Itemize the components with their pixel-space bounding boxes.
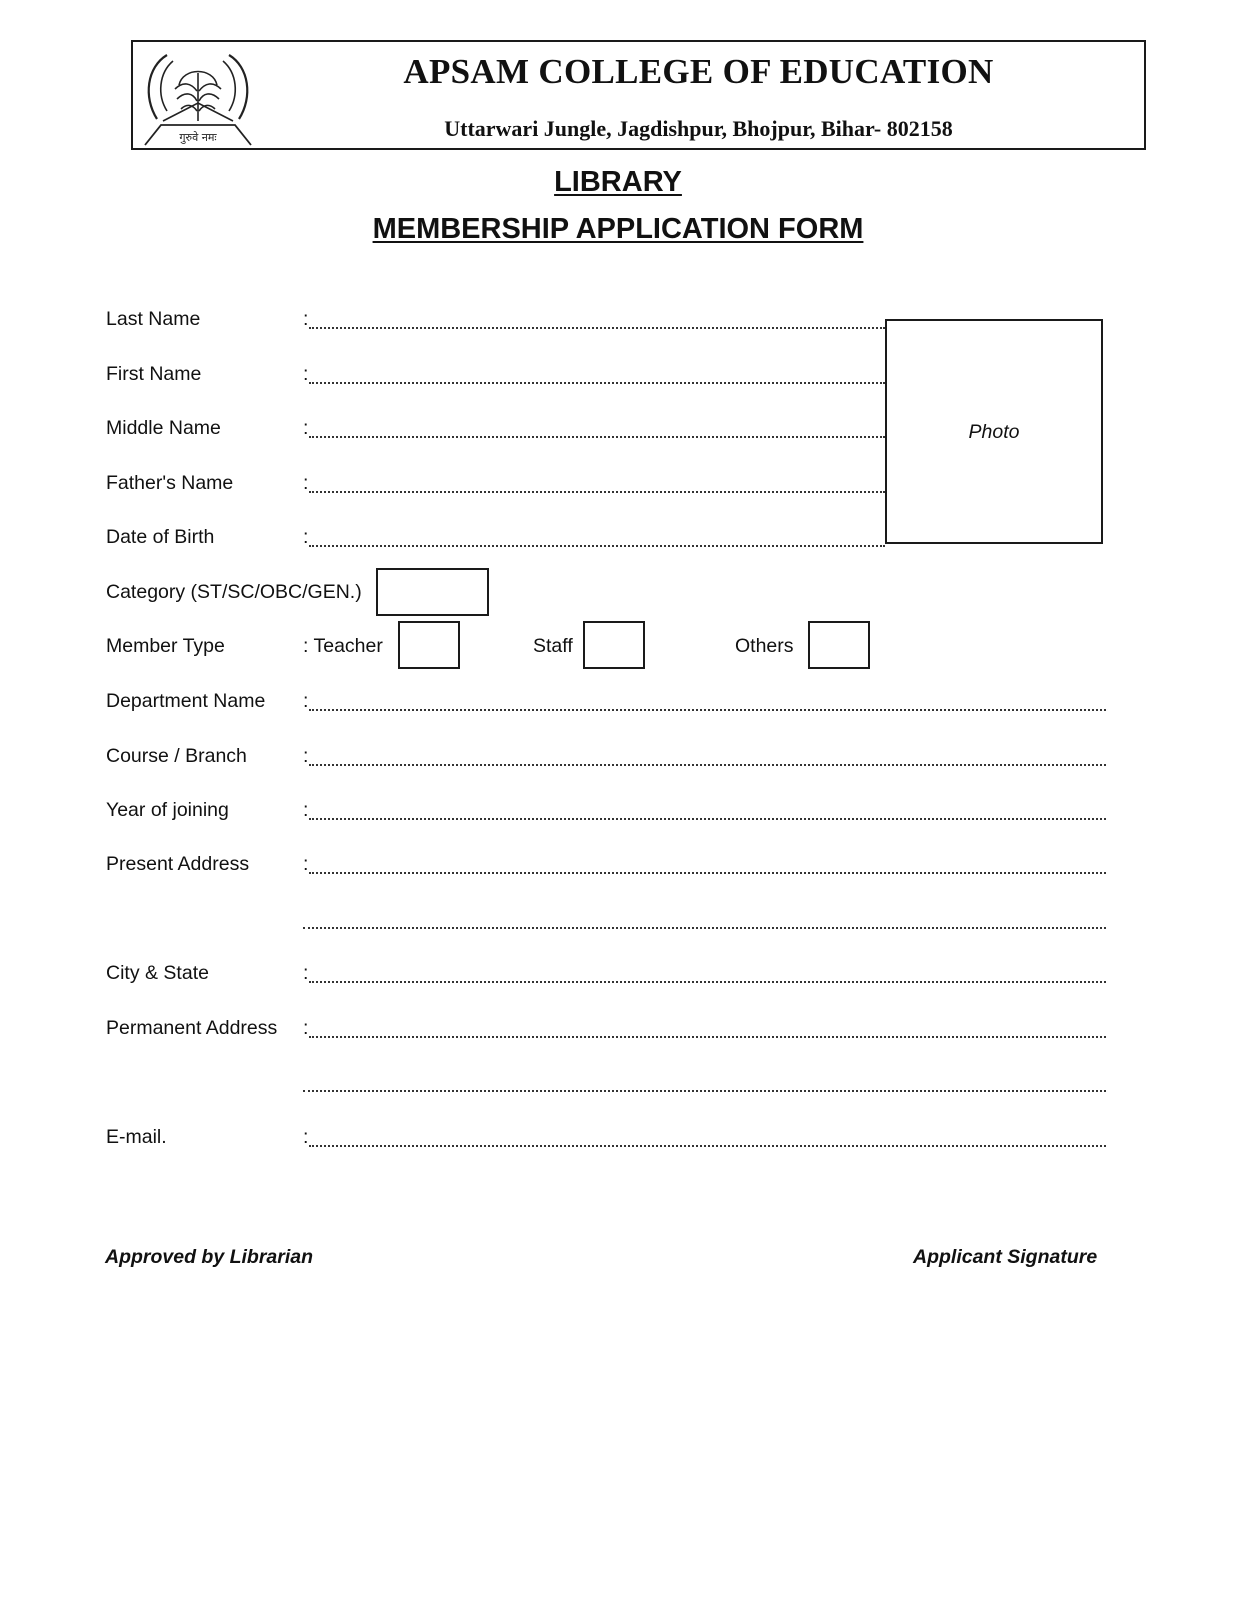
email-row bbox=[0, 1125, 1236, 1149]
colon: : bbox=[303, 853, 309, 875]
colon: : bbox=[303, 472, 309, 494]
others-label: Others bbox=[735, 635, 794, 657]
college-name: APSAM COLLEGE OF EDUCATION bbox=[403, 52, 994, 91]
permanent-address-row-2 bbox=[0, 1070, 1236, 1094]
librarian-approval-label: Approved by Librarian bbox=[105, 1246, 314, 1268]
department-row bbox=[0, 689, 1236, 713]
fathers-name-label: Father's Name bbox=[106, 472, 234, 494]
colon: : bbox=[303, 308, 309, 330]
college-logo-icon bbox=[139, 45, 257, 147]
present-address-label: Present Address bbox=[106, 853, 250, 875]
city-state-row bbox=[0, 961, 1236, 985]
course-field[interactable] bbox=[309, 764, 1106, 766]
present-address-field[interactable] bbox=[309, 872, 1106, 874]
first-name-field[interactable] bbox=[309, 382, 885, 384]
present-address-row-2 bbox=[0, 907, 1236, 931]
college-header bbox=[131, 40, 1146, 150]
fathers-name-row bbox=[0, 471, 1236, 495]
permanent-address-row bbox=[0, 1016, 1236, 1040]
middle-name-row bbox=[0, 416, 1236, 440]
permanent-address-label: Permanent Address bbox=[106, 1017, 278, 1039]
date-of-birth-field[interactable] bbox=[309, 545, 885, 547]
course-label: Course / Branch bbox=[106, 745, 247, 767]
colon: : bbox=[303, 1126, 309, 1148]
form-title-library: LIBRARY bbox=[554, 166, 682, 198]
last-name-label: Last Name bbox=[106, 308, 201, 330]
colon: : bbox=[303, 690, 309, 712]
year-label: Year of joining bbox=[106, 799, 229, 821]
present-address-row bbox=[0, 852, 1236, 876]
colon: : bbox=[303, 1017, 309, 1039]
date-of-birth-label: Date of Birth bbox=[106, 526, 215, 548]
middle-name-label: Middle Name bbox=[106, 417, 221, 439]
category-row bbox=[0, 580, 1236, 604]
others-checkbox[interactable] bbox=[808, 621, 870, 669]
staff-checkbox[interactable] bbox=[583, 621, 645, 669]
applicant-signature-label: Applicant Signature bbox=[913, 1246, 1098, 1268]
colon: : bbox=[303, 745, 309, 767]
colon: : bbox=[303, 417, 309, 439]
college-address: Uttarwari Jungle, Jagdishpur, Bhojpur, Bihar- 802158 bbox=[444, 116, 953, 141]
colon: : bbox=[303, 526, 309, 548]
colon: : bbox=[303, 363, 309, 385]
permanent-address-field[interactable] bbox=[309, 1036, 1106, 1038]
middle-name-field[interactable] bbox=[309, 436, 885, 438]
city-state-field[interactable] bbox=[309, 981, 1106, 983]
member-type-label: Member Type bbox=[106, 635, 225, 657]
department-field[interactable] bbox=[309, 709, 1106, 711]
present-address-field-2[interactable] bbox=[303, 927, 1106, 929]
last-name-row bbox=[0, 307, 1236, 331]
last-name-field[interactable] bbox=[309, 327, 885, 329]
first-name-row bbox=[0, 362, 1236, 386]
category-label: Category (ST/SC/OBC/GEN.) bbox=[106, 581, 362, 603]
teacher-label: : Teacher bbox=[303, 635, 383, 657]
email-field[interactable] bbox=[309, 1145, 1106, 1147]
first-name-label: First Name bbox=[106, 363, 202, 385]
email-label: E-mail. bbox=[106, 1126, 167, 1148]
colon: : bbox=[303, 799, 309, 821]
date-of-birth-row bbox=[0, 525, 1236, 549]
year-field[interactable] bbox=[309, 818, 1106, 820]
staff-label: Staff bbox=[533, 635, 573, 657]
fathers-name-field[interactable] bbox=[309, 491, 885, 493]
department-label: Department Name bbox=[106, 690, 266, 712]
teacher-checkbox[interactable] bbox=[398, 621, 460, 669]
logo-motto: गुरुवे नमः bbox=[179, 131, 217, 144]
form-title-membership: MEMBERSHIP APPLICATION FORM bbox=[372, 213, 864, 245]
year-row bbox=[0, 798, 1236, 822]
colon: : bbox=[303, 962, 309, 984]
city-state-label: City & State bbox=[106, 962, 209, 984]
course-row bbox=[0, 744, 1236, 768]
category-box[interactable] bbox=[376, 568, 489, 616]
photo-label: Photo bbox=[968, 421, 1020, 443]
permanent-address-field-2[interactable] bbox=[303, 1090, 1106, 1092]
